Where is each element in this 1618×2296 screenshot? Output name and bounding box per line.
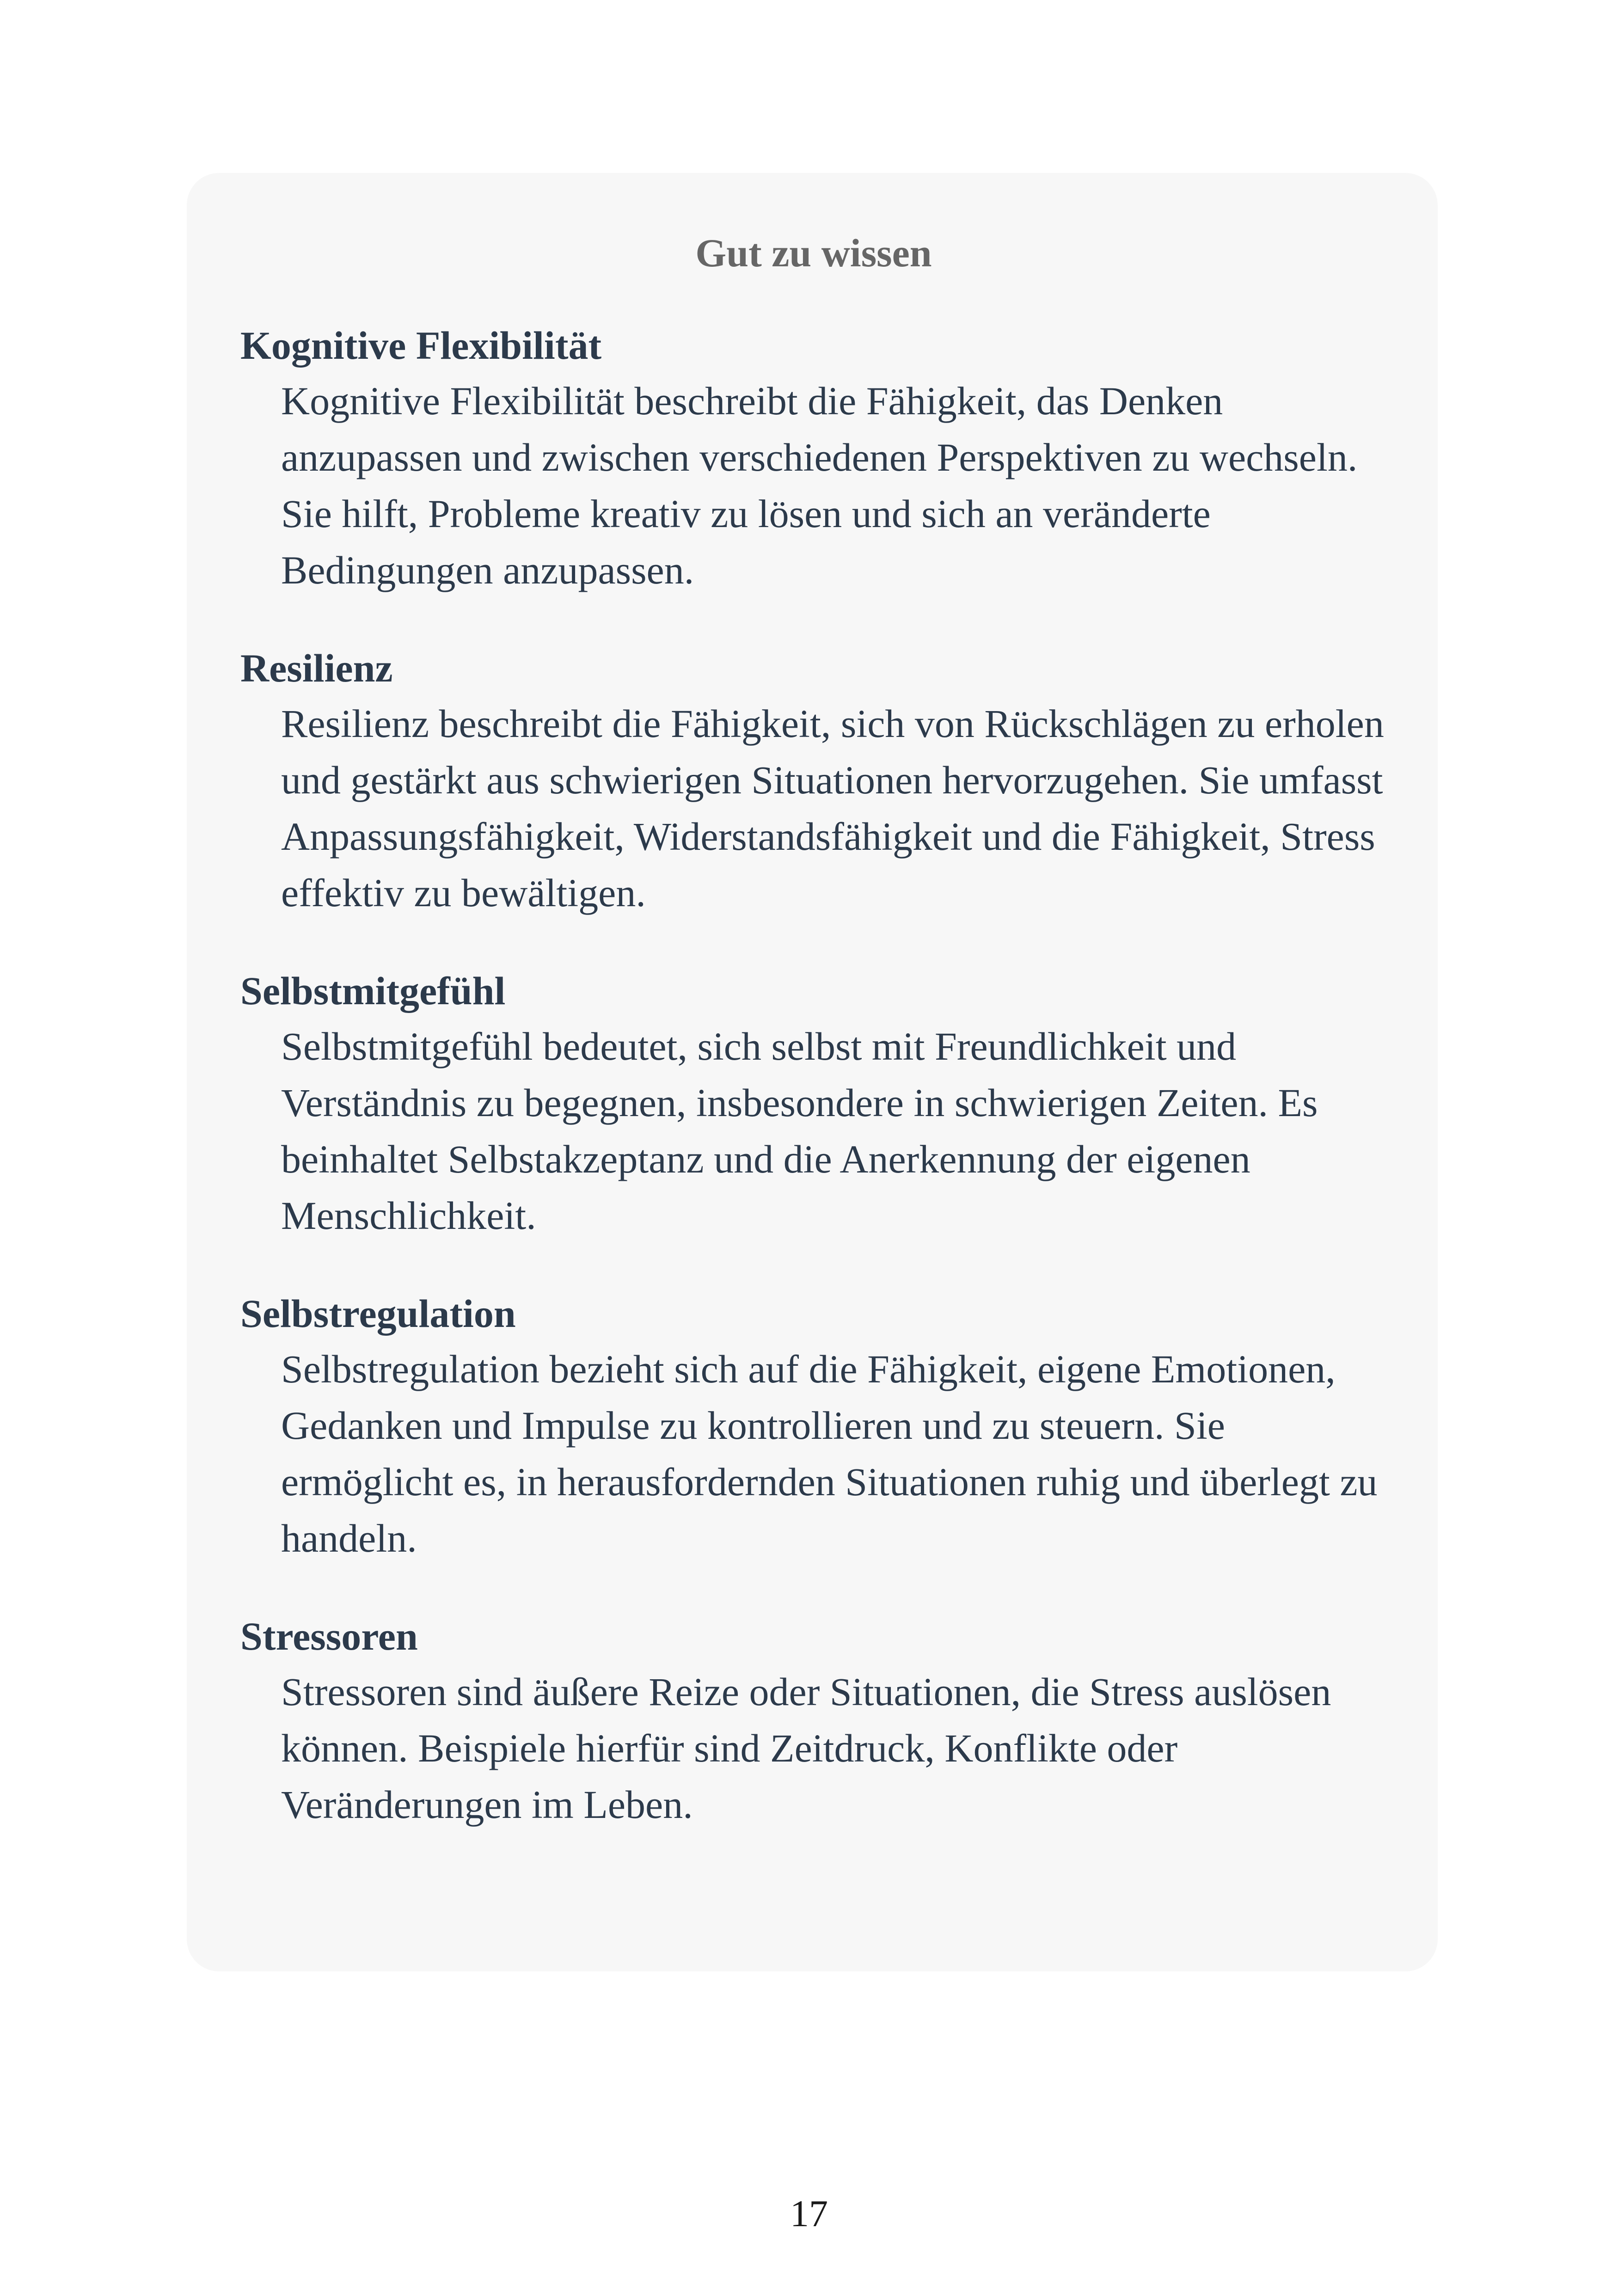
term-entry-selbstmitgefuehl <box>240 965 1387 1244</box>
term-name: Kognitive Flexibilität <box>240 323 602 368</box>
term-definition: Selbstregulation bezieht sich auf die Fähigkeit, eigene Emotionen, Gedanken und Impulse zu kontrollieren und zu steuern. Sie ermöglicht es, in herausfordernden Situationen ruhig und überlegt zu handeln. <box>281 1347 1378 1560</box>
term-name: Selbstregulation <box>240 1291 516 1336</box>
term-entry-kognitive-flexibilitaet <box>240 320 1387 598</box>
term-entry-selbstregulation <box>240 1288 1387 1566</box>
term-definition: Stressoren sind äußere Reize oder Situationen, die Stress auslösen können. Beispiele hierfür sind Zeitdruck, Konflikte oder Veränderungen im Leben. <box>281 1670 1331 1827</box>
term-definition: Resilienz beschreibt die Fähigkeit, sich von Rückschlägen zu erholen und gestärkt aus schwierigen Situationen hervorzugehen. Sie umfasst Anpassungsfähigkeit, Widerstandsfähigkeit und die Fähigkeit, Stress effektiv zu bewältigen. <box>281 701 1384 915</box>
box-title: Gut zu wissen <box>695 231 932 275</box>
term-definition: Selbstmitgefühl bedeutet, sich selbst mit Freundlichkeit und Verständnis zu begegnen, insbesondere in schwierigen Zeiten. Es beinhaltet Selbstakzeptanz und die Anerkennung der eigenen Menschlichkeit. <box>281 1024 1318 1238</box>
term-definition: Kognitive Flexibilität beschreibt die Fähigkeit, das Denken anzupassen und zwischen verschiedenen Perspektiven zu wechseln. Sie hilft, Probleme kreativ zu lösen und sich an veränderte Bedingungen anzupassen. <box>281 379 1358 592</box>
term-name: Resilienz <box>240 646 393 690</box>
term-name: Stressoren <box>240 1614 418 1658</box>
term-entry-resilienz <box>240 643 1387 921</box>
term-name: Selbstmitgefühl <box>240 969 506 1013</box>
page-number: 17 <box>790 2192 828 2235</box>
term-entry-stressoren <box>240 1611 1387 1833</box>
info-box <box>187 173 1438 1971</box>
